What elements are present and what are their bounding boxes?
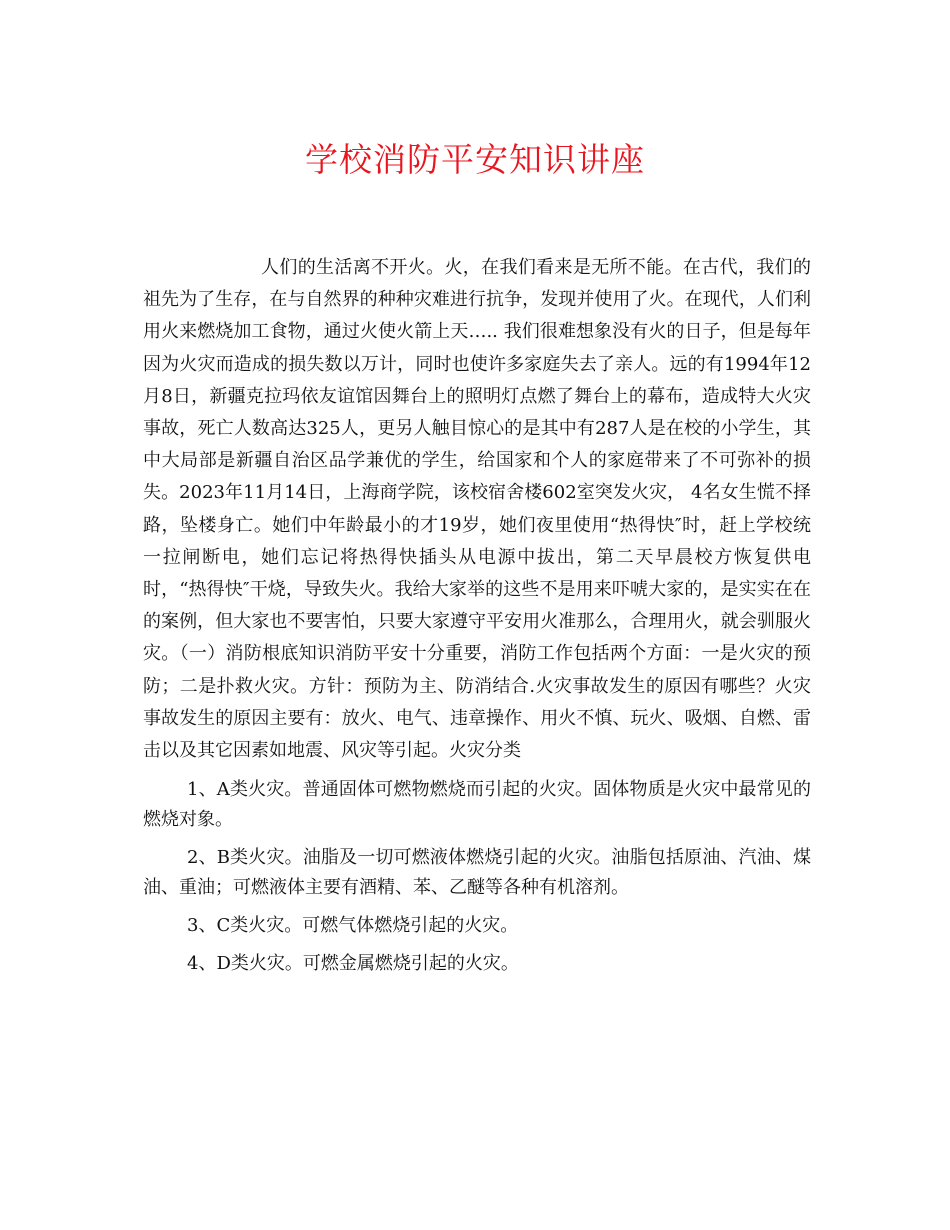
fire-class-d: 4、D类火灾。可燃金属燃烧引起的火灾。	[187, 953, 519, 975]
fire-class-a: 1、A类火灾。普通固体可燃物燃烧而引起的火灾。固体物质是火灾中最常见的燃烧对象。	[143, 779, 811, 831]
document-body	[143, 252, 811, 979]
intro-paragraph: 人们的生活离不开火。火，在我们看来是无所不能。在古代，我们的祖先为了生存，在与自然界的种种灾难进行抗争，发现并使用了火。在现代，人们利用火来燃烧加工食物，通过火使火箭上天….. 我们很难想象没有火的日子，但是每年因为火灾而造成的损失数以万计，同时也使许多家庭失去了亲人。远的有1994年12月8日，新疆克拉玛依友谊馆因舞台上的照明灯点燃了舞台上的幕布，造成特大火灾事故，死亡人数高达325人，更另人触目惊心的是其中有287人是在校的小学生，其中大局部是新疆自治区品学兼优的学生，给国家和个人的家庭带来了不可弥补的损失。2023年11月14日，上海商学院，该校宿舍楼602室突发火灾， 4名女生慌不择路，坠楼身亡。她们中年龄最小的才19岁，她们夜里使用“热得快″时，赶上学校统一拉闸断电，她们忘记将热得快插头从电源中拔出，第二天早晨校方恢复供电时，“热得快″干烧，导致失火。我给大家举的这些不是用来吓唬大家的，是实实在在的案例，但大家也不要害怕，只要大家遵守平安用火准那么，合理用火，就会驯服火灾。（一）消防根底知识消防平安十分重要，消防工作包括两个方面：一是火灾的预防；二是扑救火灾。方针：预防为主、防消结合.火灾事故发生的原因有哪些？火灾事故发生的原因主要有：放火、电气、违章操作、用火不慎、玩火、吸烟、自燃、雷击以及其它因素如地震、风灾等引起。火灾分类	[143, 257, 811, 762]
document-title: 学校消防平安知识讲座	[305, 140, 645, 179]
fire-class-b: 2、B类火灾。油脂及一切可燃液体燃烧引起的火灾。油脂包括原油、汽油、煤油、重油；可燃液体主要有酒精、苯、乙醚等各种有机溶剂。	[143, 847, 811, 899]
fire-class-c: 3、C类火灾。可燃气体燃烧引起的火灾。	[187, 915, 519, 937]
